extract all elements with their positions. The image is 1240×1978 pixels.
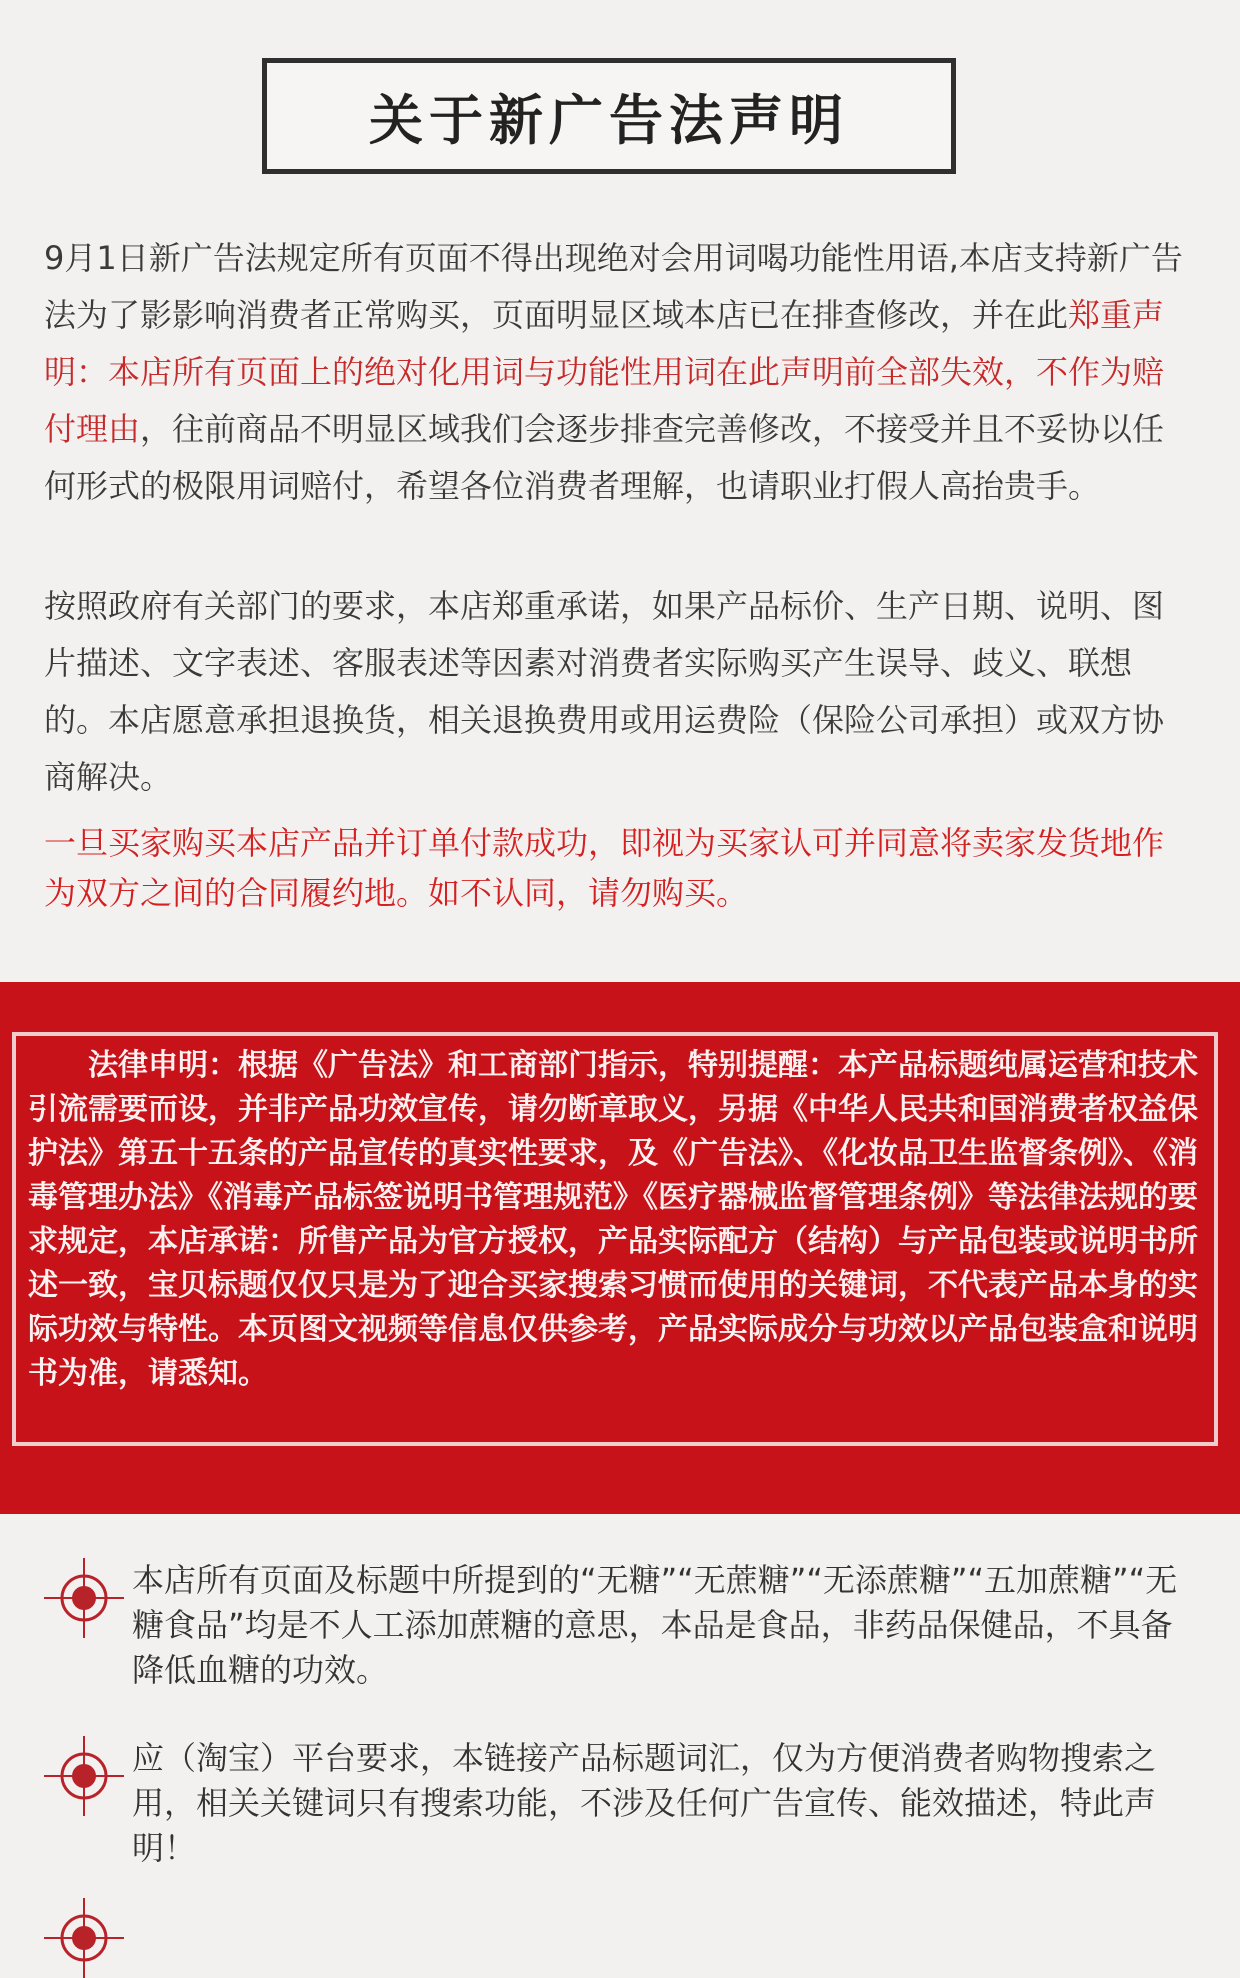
intro-text-1: 9月1日新广告法规定所有页面不得出现绝对会用词喝功能性用语,本店支持新广告法为了影影响消费者正常购买，页面明显区域本店已在排查修改，并在此 (44, 239, 1183, 334)
crosshair-icon (44, 1736, 124, 1816)
notice-item (44, 1558, 1204, 1693)
contract-notice: 一旦买家购买本店产品并订单付款成功，即视为买家认可并同意将卖家发货地作为双方之间的合同履约地。如不认同，请勿购买。 (44, 824, 1165, 912)
intro-paragraph (44, 230, 1194, 515)
page-title: 关于新广告法声明 (369, 88, 849, 152)
notice-item-partial (44, 1898, 1204, 1978)
legal-banner (0, 982, 1240, 1514)
intro-text-2: ，往前商品不明显区域我们会逐步排查完善修改，不接受并且不妥协以任何形式的极限用词赔付，希望各位消费者理解，也请职业打假人高抬贵手。 (44, 410, 1165, 505)
crosshair-icon (44, 1898, 124, 1978)
notice-item (44, 1736, 1204, 1871)
commitment-paragraph: 按照政府有关部门的要求，本店郑重承诺，如果产品标价、生产日期、说明、图片描述、文字表述、客服表述等因素对消费者实际购买产生误导、歧义、联想的。本店愿意承担退换货，相关退换费用或用运费险（保险公司承担）或双方协商解决。 (44, 587, 1165, 796)
legal-statement: 法律申明：根据《广告法》和工商部门指示，特别提醒：本产品标题纯属运营和技术引流需要而设，并非产品功效宣传，请勿断章取义，另据《中华人民共和国消费者权益保护法》第五十五条的产品宣传的真实性要求，及《广告法》、《化妆品卫生监督条例》、《消毒管理办法》《消毒产品标签说明书管理规范》《医疗器械监督管理条例》等法律法规的要求规定，本店承诺：所售产品为官方授权，产品实际配方（结构）与产品包装或说明书所述一致，宝贝标题仅仅只是为了迎合买家搜索习惯而使用的关键词，不代表产品本身的实际功效与特性。本页图文视频等信息仅供参考，产品实际成分与功效以产品包装盒和说明书为准，请悉知。 (28, 1048, 1198, 1391)
intro-highlight: 郑重声明：本店所有页面上的绝对化用词与功能性用词在此声明前全部失效，不作为赔付理由 (44, 296, 1165, 448)
crosshair-icon (44, 1558, 124, 1638)
notice-text: 应（淘宝）平台要求，本链接产品标题词汇，仅为方便消费者购物搜索之用，相关关键词只有搜索功能，不涉及任何广告宣传、能效描述，特此声明！ (132, 1739, 1157, 1867)
title-box (262, 58, 956, 174)
notice-text: 本店所有页面及标题中所提到的“无糖”“无蔗糖”“无添蔗糖”“五加蔗糖”“无糖食品”均是不人工添加蔗糖的意思，本品是食品，非药品保健品，不具备降低血糖的功效。 (132, 1561, 1178, 1689)
